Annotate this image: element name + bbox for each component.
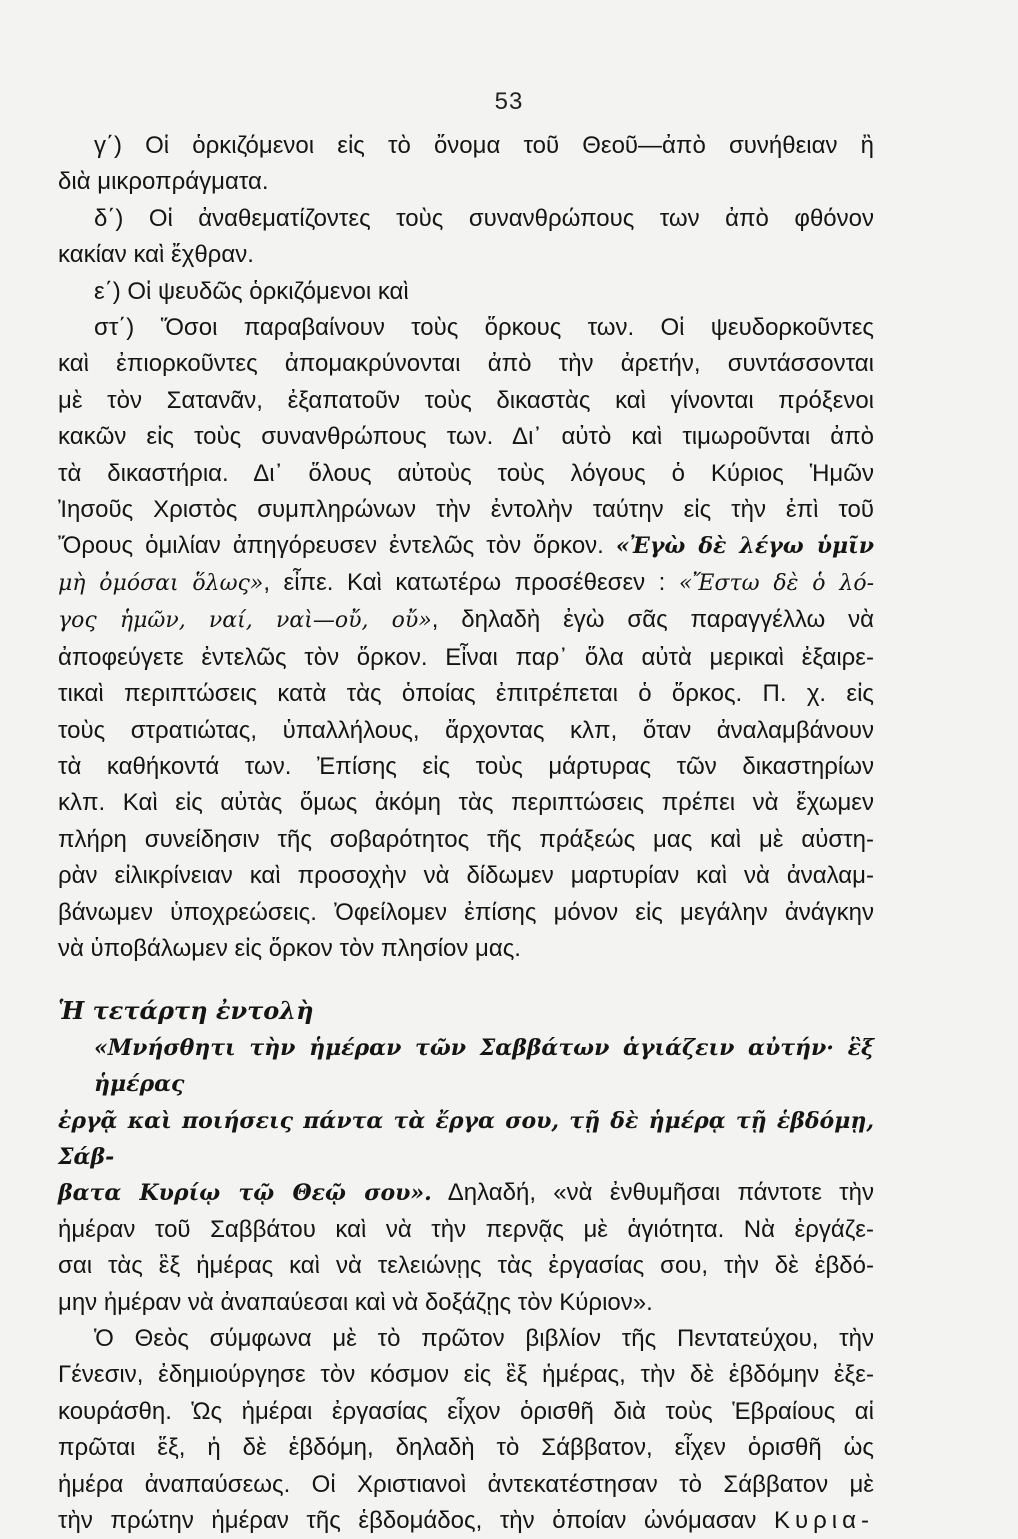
text-fragment: , εἶπε. Καὶ κατωτέρω προσέθεσεν : [263,568,666,596]
text-line: Γένεσιν, ἐδημιούργησε τὸν κόσμον εἰς ἓξ ἡμέρας, τὴν δὲ ἑβδόμην ἐξε- [58,1361,874,1389]
text-line: στ΄) Ὅσοι παραβαίνουν τοὺς ὅρκους των. Οἱ ψευδορκοῦντες [94,314,874,342]
section-heading: Ἡ τετάρτη ἐντολὴ [58,996,314,1026]
text-line: καὶ ἐπιορκοῦντες ἀπομακρύνονται ἀπὸ τὴν ἀρετήν, συντάσσονται [58,350,874,378]
text-line: κουράσθη. Ὡς ἡμέραι ἐργασίας εἶχον ὁρισθῆ διὰ τοὺς Ἑβραίους αἱ [58,1397,874,1425]
text-line: ἡμέραν τοῦ Σαββάτου καὶ νὰ τὴν περνᾷς μὲ ἁγιότητα. Νὰ ἐργάζε- [58,1215,874,1243]
text-line: ἡμέρα ἀναπαύσεως. Οἱ Χριστιανοὶ ἀντεκατέστησαν τὸ Σάββατον μὲ [58,1470,874,1498]
text-line: τὰ δικαστήρια. Δι᾽ ὅλους αὐτοὺς τοὺς λόγους ὁ Κύριος Ἡμῶν [58,459,874,487]
text-line [58,528,874,564]
quote-fragment: γος ἡμῶν, ναί, ναὶ—οὔ, οὔ» [58,608,432,634]
text-fragment: Ὄρους ὁμιλίαν ἀπηγόρευσεν ἐντελῶς τὸν ὅρκον. [58,532,604,560]
text-line: Ὁ Θεὸς σύμφωνα μὲ τὸ πρῶτον βιβλίον τῆς Πεντατεύχου, τὴν [94,1325,874,1352]
fourth-commandment-section [58,993,874,1539]
text-line [58,1030,874,1103]
text-line: κακίαν καὶ ἔχθραν. [58,241,254,269]
text-line: τὰ καθήκοντά των. Ἐπίσης εἰς τοὺς μάρτυρας τῶν δικαστηρίων [58,752,874,780]
text-line: ρὰν εἰλικρίνειαν καὶ προσοχὴν νὰ δίδωμεν μαρτυρίαν καὶ νὰ ἀναλαμ- [58,862,874,890]
text-line: ἀποφεύγετε ἐντελῶς τὸν ὅρκον. Εἶναι παρ᾽ ὅλα αὐτὰ μερικαὶ ἐξαιρε- [58,643,874,671]
text-line: γ΄) Οἱ ὁρκιζόμενοι εἰς τὸ ὄνομα τοῦ Θεοῦ—ἀπὸ συνήθειαν ἢ [94,132,874,159]
text-line [58,565,874,602]
text-line: μην ἡμέραν νὰ ἀναπαύεσαι καὶ νὰ δοξάζῃς τὸν Κύριον». [58,1288,653,1316]
text-line [58,1503,874,1539]
text-line: τικαὶ περιπτώσεις κατὰ τὰς ὁποίας ἐπιτρέπεται ὁ ὅρκος. Π. χ. εἰς [58,680,874,708]
text-line: πλήρη συνείδησιν τῆς σοβαρότητος τῆς πράξεώς μας καὶ μὲ αὐστη- [58,825,874,853]
text-line: πρῶται ἕξ, ἡ δὲ ἑβδόμη, δηλαδὴ τὸ Σάββατον, εἶχεν ὁρισθῆ ὡς [58,1434,874,1462]
body-text [58,128,874,1539]
quote-fragment: μὴ ὀμόσαι ὅλως» [58,570,264,596]
text-line: μὲ τὸν Σατανᾶν, ἐξαπατοῦν τοὺς δικαστὰς καὶ γίνονται πρόξενοι [58,386,874,414]
text-line: δ΄) Οἱ ἀναθεματίζοντες τοὺς συνανθρώπους των ἀπὸ φθόνον [94,204,874,232]
text-fragment: Δηλαδή, «νὰ ἐνθυμῆσαι πάντοτε τὴν [431,1179,874,1207]
text-fragment: τὴν πρώτην ἡμέραν τῆς ἑβδομάδος, τὴν ὁποίαν ὠνόμασαν [58,1507,757,1535]
page-number: 53 [494,88,524,115]
text-line: σαι τὰς ἓξ ἡμέρας καὶ νὰ τελειώνῃς τὰς ἐργασίας σου, τὴν δὲ ἑβδό- [58,1252,874,1280]
spaced-word: Κυρια- [774,1507,874,1535]
oaths-section [58,128,874,967]
text-line: ε΄) Οἱ ψευδῶς ὁρκιζόμενοι καὶ [94,277,409,305]
quote-fragment: «Ἐγὼ δὲ λέγω ὑμῖν [615,533,874,560]
text-fragment: , δηλαδὴ ἐγὼ σᾶς παραγγέλλω νὰ [431,606,874,634]
section-gap [58,967,874,993]
quote-fragment: «Ἔστω δὲ ὁ λό- [678,570,874,596]
text-line: κακῶν εἰς τοὺς συνανθρώπους των. Δι᾽ αὐτὸ καὶ τιμωροῦνται ἀπὸ [58,423,874,451]
text-line: βάνωμεν ὑποχρεώσεις. Ὀφείλομεν ἐπίσης μόνον εἰς μεγάλην ἀνάγκην [58,898,874,926]
quote-fragment: βατα Κυρίῳ τῷ Θεῷ σου». [58,1180,432,1207]
quote-fragment: «Μνήσθητι τὴν ἡμέραν τῶν Σαββάτων ἁγιάζειν αὐτήν· ἓξ ἡμέρας [94,1034,874,1098]
text-line: κλπ. Καὶ εἰς αὐτὰς ὅμως ἀκόμη τὰς περιπτώσεις πρέπει νὰ ἔχωμεν [58,789,874,817]
text-line: διὰ μικροπράγματα. [58,168,269,196]
text-line: τοὺς στρατιώτας, ὑπαλλήλους, ἄρχοντας κλπ, ὅταν ἀναλαμβάνουν [58,716,874,744]
quote-fragment: ἐργᾷ καὶ ποιήσεις πάντα τὰ ἔργα σου, τῇ δὲ ἡμέρᾳ τῇ ἑβδόμῃ, Σάβ- [58,1107,874,1170]
text-line [58,1103,874,1176]
text-line [58,1175,874,1211]
text-line: Ἰησοῦς Χριστὸς συμπληρώνων τὴν ἐντολὴν ταύτην εἰς τὴν ἐπὶ τοῦ [58,496,874,524]
text-line: νὰ ὑποβάλωμεν εἰς ὅρκον τὸν πλησίον μας. [58,934,521,962]
text-line [58,602,874,639]
